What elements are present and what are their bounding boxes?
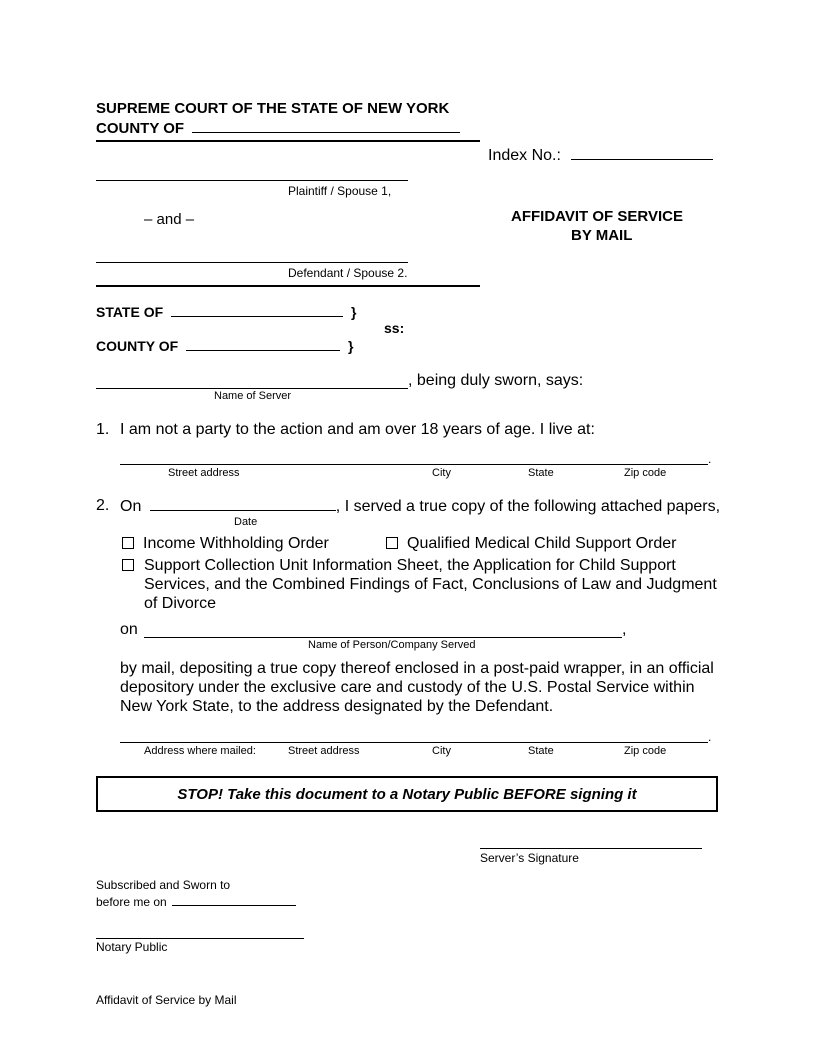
served-person-label: Name of Person/Company Served (308, 639, 476, 651)
checkbox-icon[interactable] (386, 537, 398, 549)
item2-line (120, 497, 720, 516)
plaintiff-name-field[interactable] (96, 180, 408, 181)
item2-served-text: , I served a true copy of the following attached papers, (335, 498, 721, 515)
server-signature-label: Server’s Signature (480, 851, 579, 865)
caption-bottom-rule (96, 285, 480, 287)
residence-state-label: State (528, 467, 554, 479)
venue-state-label: STATE OF (96, 304, 164, 320)
defendant-label: Defendant / Spouse 2. (288, 266, 408, 280)
server-name-field[interactable] (96, 388, 408, 389)
mailing-address-field[interactable] (120, 742, 708, 743)
plaintiff-label: Plaintiff / Spouse 1, (288, 184, 392, 198)
venue-brace-1: } (350, 304, 357, 320)
served-person-field[interactable] (144, 637, 622, 638)
residence-address-field[interactable] (120, 464, 708, 465)
option-support-collection-checkbox[interactable] (122, 557, 143, 575)
venue-county-label: COUNTY OF (96, 338, 179, 354)
and-text: – and – (144, 211, 195, 228)
document-title-line2: BY MAIL (571, 227, 633, 244)
residence-street-label: Street address (168, 467, 240, 479)
residence-period: . (708, 452, 712, 466)
index-number-field[interactable] (571, 146, 713, 160)
index-number (488, 146, 713, 165)
notary-public-label: Notary Public (96, 940, 168, 954)
defendant-name-field[interactable] (96, 262, 408, 263)
mailing-city-label: City (432, 745, 451, 757)
index-label: Index No.: (488, 147, 561, 164)
service-date-label: Date (234, 516, 258, 528)
county-heading (96, 119, 460, 137)
county-field[interactable] (192, 119, 460, 133)
venue-county-field[interactable] (186, 337, 340, 351)
mailing-where-label: Address where mailed: (144, 745, 256, 757)
item1-text: I am not a party to the action and am over 18 years of age. I live at: (120, 421, 595, 438)
server-name-label: Name of Server (214, 390, 292, 402)
option-support-collection-label: Support Collection Unit Information Sheet, the Application for Child Support Services, and the Combined Findings of Fact, Conclusions of Law and Judgment of Divorce (144, 557, 717, 612)
venue-ss: ss: (384, 320, 405, 336)
caption-top-rule (96, 140, 480, 142)
checkbox-icon[interactable] (122, 559, 134, 571)
option-income-withholding[interactable] (122, 535, 329, 553)
notary-warning-box (96, 776, 718, 812)
subscribed-line1: Subscribed and Sworn to (96, 878, 231, 892)
notary-warning-text: STOP! Take this document to a Notary Public BEFORE signing it (177, 785, 637, 803)
subscribed-line2 (96, 894, 296, 909)
notary-signature-field[interactable] (96, 938, 304, 939)
document-title-line1: AFFIDAVIT OF SERVICE (511, 208, 683, 225)
county-label: COUNTY OF (96, 120, 185, 137)
served-on-comma: , (622, 621, 627, 638)
mailing-zip-label: Zip code (624, 745, 667, 757)
served-on-label: on (120, 621, 138, 638)
subscribed-before-label: before me on (96, 895, 167, 909)
venue-county (96, 337, 353, 354)
option-qmcso[interactable] (386, 535, 676, 553)
mailing-state-label: State (528, 745, 554, 757)
venue-state (96, 303, 356, 320)
item2-on-label: On (120, 498, 142, 515)
option-qmcso-label: Qualified Medical Child Support Order (407, 535, 677, 552)
item1-number: 1. (96, 421, 110, 438)
server-signature-field[interactable] (480, 848, 702, 849)
venue-state-field[interactable] (171, 303, 343, 317)
sworn-text: , being duly sworn, says: (408, 372, 584, 389)
mail-paragraph: by mail, depositing a true copy thereof enclosed in a post-paid wrapper, in an official depository under the exclusive care and custody of the U.S. Postal Service within New York State, to the address designated by the Defendant. (120, 660, 714, 715)
service-date-field[interactable] (150, 497, 336, 511)
mailing-street-label: Street address (288, 745, 360, 757)
item2-number: 2. (96, 497, 110, 514)
mailing-period: . (708, 730, 712, 744)
sworn-date-field[interactable] (172, 894, 296, 906)
venue-brace-2: } (347, 338, 354, 354)
checkbox-icon[interactable] (122, 537, 134, 549)
court-heading: SUPREME COURT OF THE STATE OF NEW YORK (96, 100, 450, 117)
residence-zip-label: Zip code (624, 467, 667, 479)
page-footer: Affidavit of Service by Mail (96, 993, 237, 1007)
residence-city-label: City (432, 467, 451, 479)
option-income-withholding-label: Income Withholding Order (143, 535, 329, 552)
